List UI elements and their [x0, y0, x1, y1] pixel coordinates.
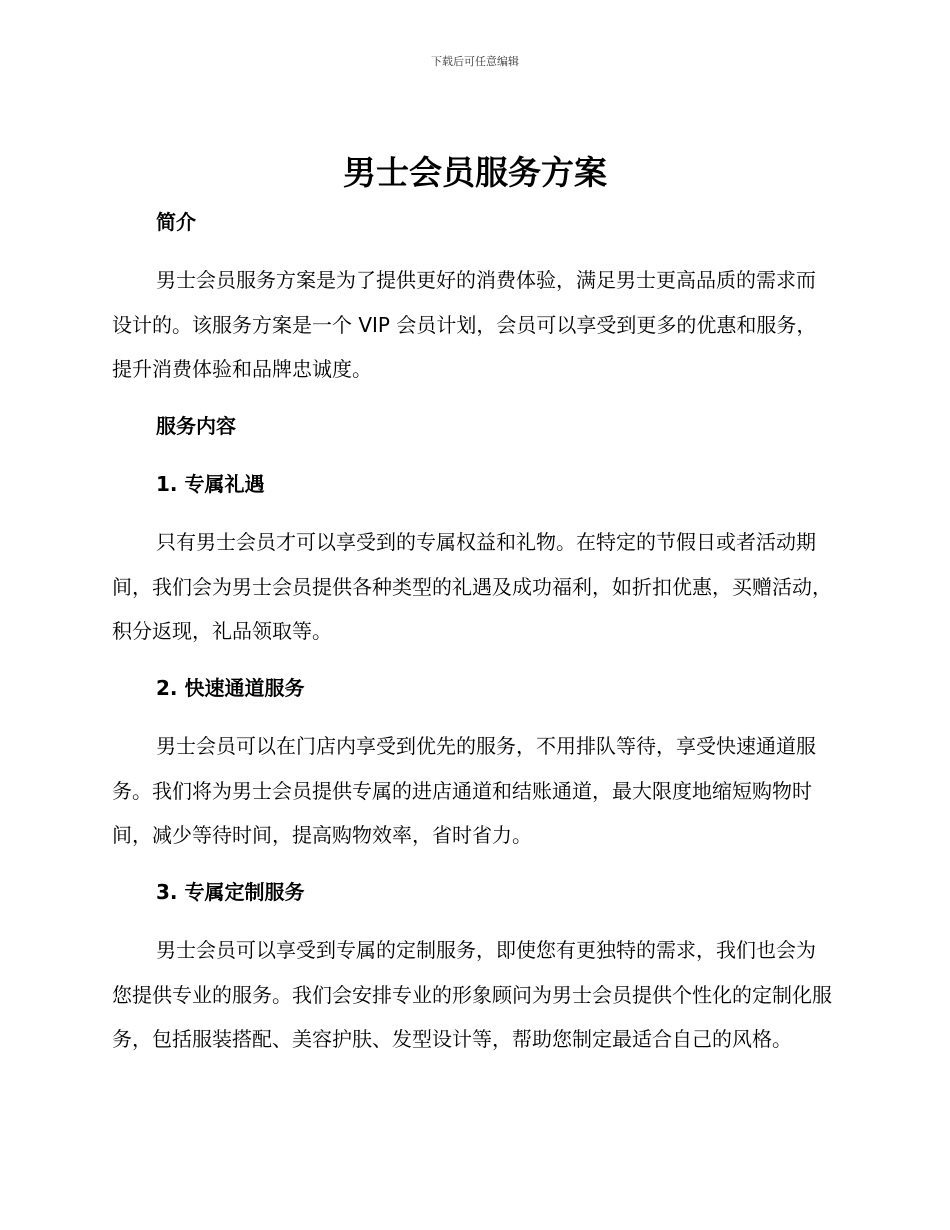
heading-exclusive-perks: 1. 专属礼遇	[156, 472, 265, 496]
heading-intro: 简介	[156, 210, 196, 234]
paragraph-exclusive-perks: 只有男士会员才可以享受到的专属权益和礼物。在特定的节假日或者活动期间，我们会为男士会员提供各种类型的礼遇及成功福利，如折扣优惠，买赠活动，积分返现，礼品领取等。	[112, 530, 832, 643]
document-title: 男士会员服务方案	[343, 153, 607, 192]
heading-fast-track: 2. 快速通道服务	[156, 676, 305, 700]
heading-custom-service: 3. 专属定制服务	[156, 880, 305, 904]
heading-service-content: 服务内容	[156, 414, 236, 438]
paragraph-custom-service: 男士会员可以享受到专属的定制服务，即使您有更独特的需求，我们也会为您提供专业的服务。我们会安排专业的形象顾问为男士会员提供个性化的定制化服务，包括服装搭配、美容护肤、发型设计等，帮助您制定最适合自己的风格。	[112, 938, 832, 1051]
header-note: 下载后可任意编辑	[431, 55, 519, 68]
paragraph-intro: 男士会员服务方案是为了提供更好的消费体验，满足男士更高品质的需求而设计的。该服务方案是一个 VIP 会员计划，会员可以享受到更多的优惠和服务，提升消费体验和品牌忠诚度。	[112, 268, 817, 381]
paragraph-fast-track: 男士会员可以在门店内享受到优先的服务，不用排队等待，享受快速通道服务。我们将为男士会员提供专属的进店通道和结账通道，最大限度地缩短购物时间，减少等待时间，提高购物效率，省时省力。	[112, 734, 816, 847]
